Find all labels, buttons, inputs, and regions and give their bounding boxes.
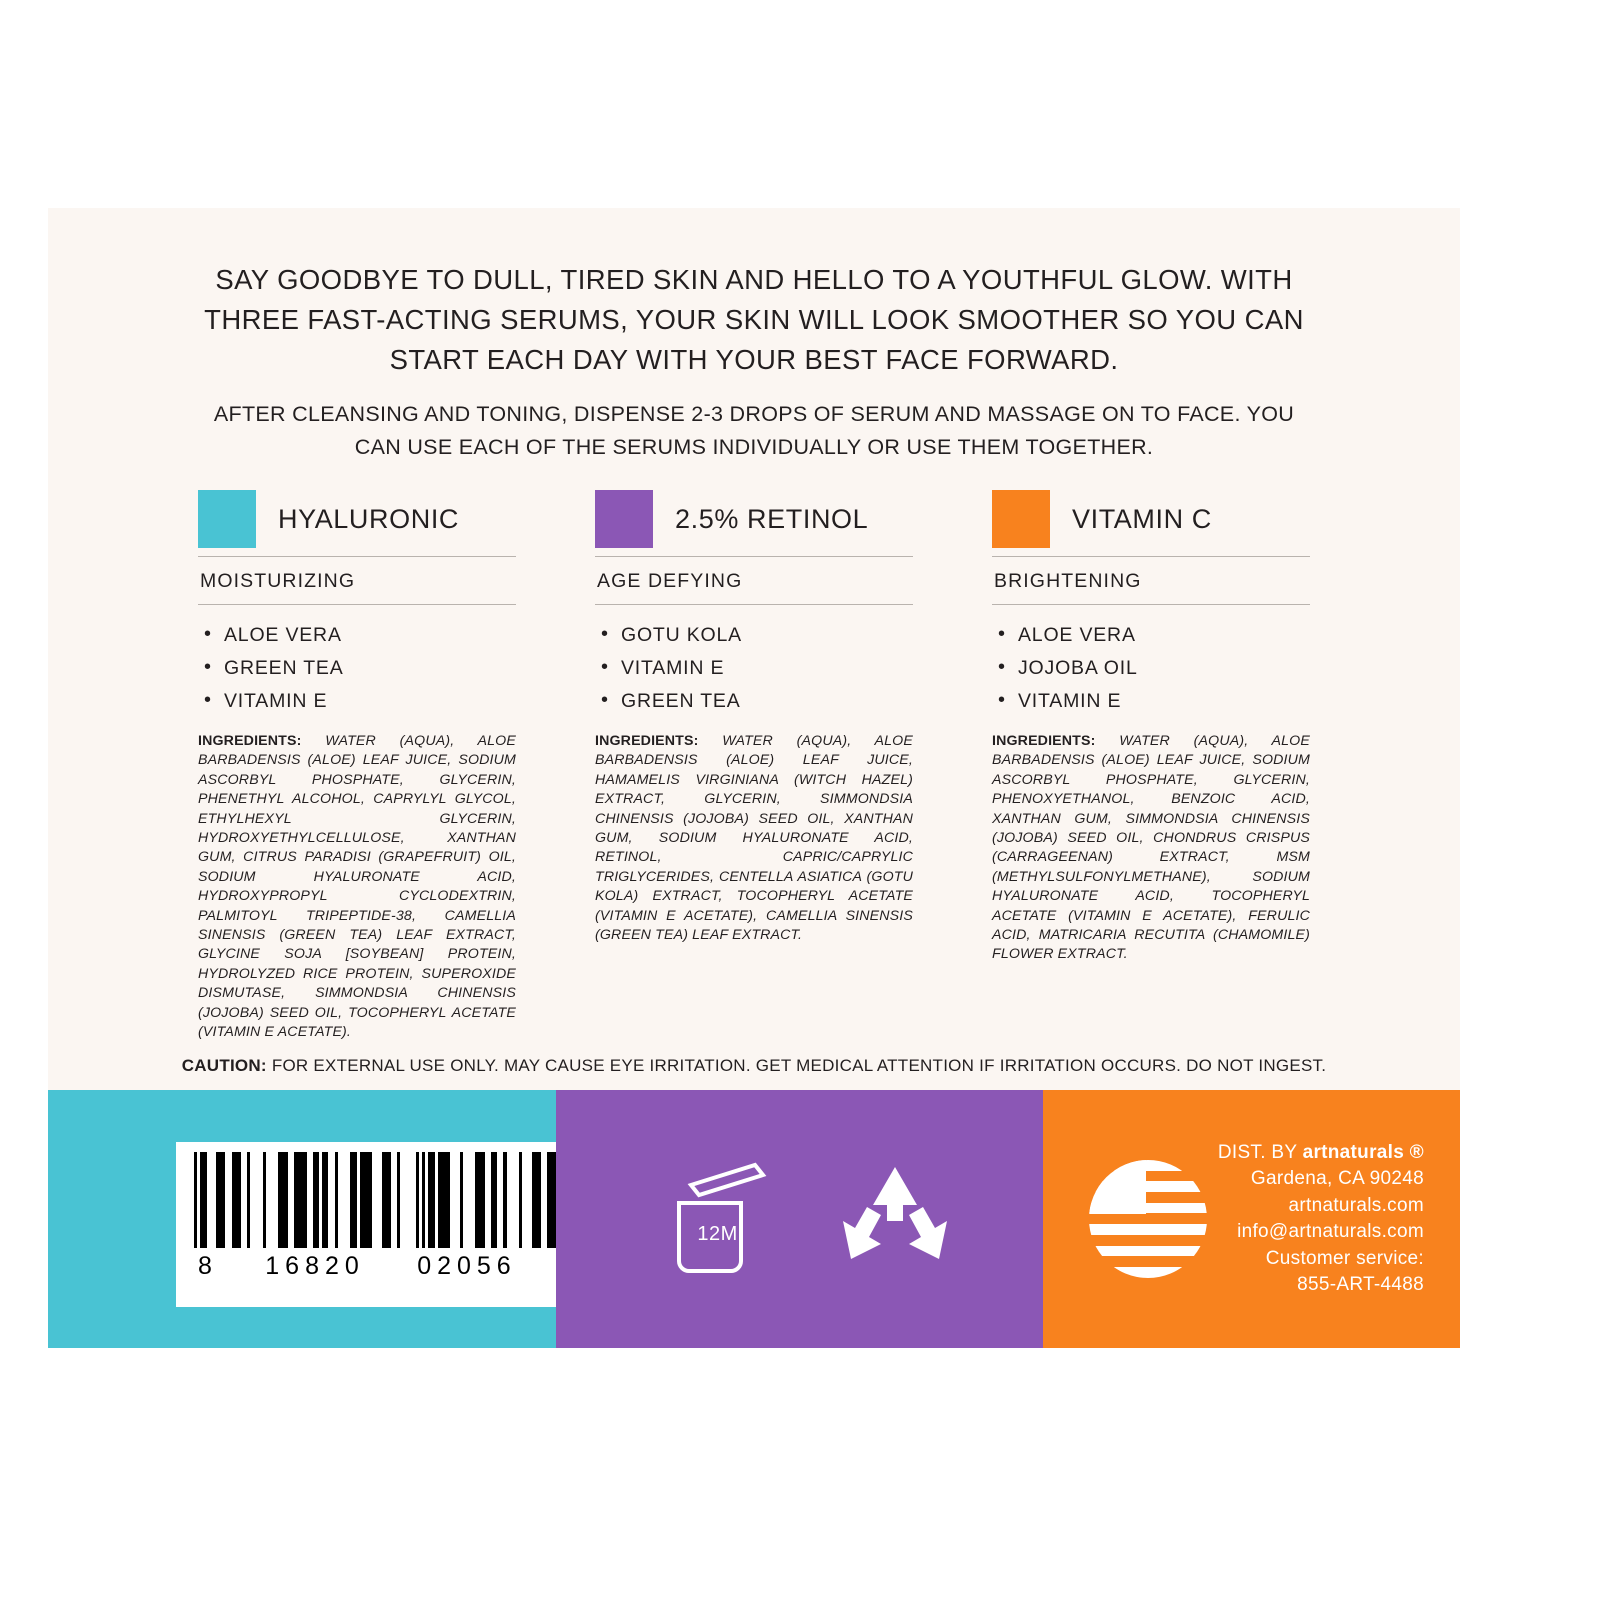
ingredients-text: WATER (AQUA), ALOE BARBADENSIS (ALOE) LEAF JUICE, SODIUM ASCORBYL PHOSPHATE, GLYCERIN, PHENETHYL ALCOHOL, CAPRYLYL GLYCOL, ETHYLHEXYL GLYCERIN, HYDROXYETHYLCELLULOSE, XANTHAN GUM, CITRUS PARADISI (GRAPEFRUIT) OIL, SODIUM HYALURONATE ACID, HYDROXYPROPYL CYCLODEXTRIN, PALMITOYL TRIPEPTIDE-38, CAMELLIA SINENSIS (GREEN TEA) LEAF EXTRACT, GLYCINE SOJA [SOYBEAN] PROTEIN, HYDROLYZED RICE PROTEIN, SUPEROXIDE DISMUTASE, SIMMONDSIA CHINENSIS (JOJOBA) SEED OIL, TOCOPHERYL ACETATE (VITAMIN E ACETATE). — [198, 733, 516, 1041]
column-header — [595, 490, 913, 556]
column-subtitle: AGE DEFYING — [597, 570, 743, 592]
ingredients-label: INGREDIENTS: — [595, 733, 699, 749]
distributor-line-1 — [1218, 1140, 1424, 1167]
ingredients-paragraph — [992, 732, 1310, 965]
product-package-back-panel — [48, 208, 1460, 1348]
color-swatch-vitamin-c — [992, 490, 1050, 548]
barcode-numbers — [188, 1248, 594, 1281]
serum-column-retinol — [595, 490, 913, 1043]
list-item: • VITAMIN E — [224, 685, 516, 718]
serum-columns — [198, 490, 1310, 1043]
distributor-info — [1218, 1140, 1424, 1299]
caution-label: CAUTION: — [181, 1056, 267, 1075]
package-content — [48, 208, 1460, 1043]
flag-canton — [1089, 1160, 1146, 1214]
period-after-opening-icon — [663, 1159, 773, 1279]
ingredients-paragraph — [595, 732, 913, 945]
ingredients-text: WATER (AQUA), ALOE BARBADENSIS (ALOE) LEAF JUICE, HAMAMELIS VIRGINIANA (WITCH HAZEL) EXTRACT, GLYCERIN, SIMMONDSIA CHINENSIS (JOJOBA) SEED OIL, XANTHAN GUM, SODIUM HYALURONATE ACID, RETINOL, CAPRIC/CAPRYLIC TRIGLYCERIDES, CENTELLA ASIATICA (GOTU KOLA) EXTRACT, TOCOPHERYL ACETATE (VITAMIN E ACETATE), CAMELLIA SINENSIS (GREEN TEA) LEAF EXTRACT. — [595, 733, 913, 944]
footer-band-purple — [556, 1090, 1043, 1348]
barcode-left-digit: 8 — [198, 1252, 213, 1280]
list-item: • JOJOBA OIL — [1018, 652, 1310, 685]
divider — [992, 604, 1310, 605]
pao-label: 12M — [697, 1223, 738, 1245]
benefit-list — [198, 619, 516, 718]
directions-text: AFTER CLEANSING AND TONING, DISPENSE 2-3 DROPS OF SERUM AND MASSAGE ON TO FACE. YOU CAN USE EACH OF THE SERUMS INDIVIDUALLY OR USE THEM TOGETHER. — [213, 402, 1295, 459]
distributor-email[interactable]: info@artnaturals.com — [1237, 1221, 1424, 1242]
open-jar-icon — [663, 1159, 773, 1279]
dist-prefix: DIST. BY — [1217, 1141, 1303, 1163]
list-item: • ALOE VERA — [224, 619, 516, 652]
column-header — [198, 490, 516, 556]
symbol-icons — [663, 1159, 957, 1279]
benefit-list — [595, 619, 913, 718]
caution-text — [48, 1056, 1460, 1076]
column-subtitle: BRIGHTENING — [994, 570, 1142, 592]
distributor-address: Gardena, CA 90248 — [1250, 1168, 1424, 1189]
divider — [198, 604, 516, 605]
serum-column-hyaluronic — [198, 490, 516, 1043]
divider — [595, 604, 913, 605]
list-item: • GREEN TEA — [224, 652, 516, 685]
usa-flag-icon — [1089, 1160, 1207, 1278]
brand-name: artnaturals ® — [1302, 1141, 1424, 1163]
customer-service-label: Customer service: — [1265, 1247, 1424, 1269]
column-title: HYALURONIC — [278, 503, 460, 534]
barcode — [176, 1142, 606, 1307]
caution-body: FOR EXTERNAL USE ONLY. MAY CAUSE EYE IRRITATION. GET MEDICAL ATTENTION IF IRRITATION OCCURS. DO NOT INGEST. — [266, 1056, 1327, 1075]
barcode-group-1: 16820 — [265, 1252, 365, 1280]
ingredients-label: INGREDIENTS: — [992, 733, 1096, 749]
distributor-website[interactable]: artnaturals.com — [1288, 1194, 1424, 1216]
barcode-bars — [188, 1152, 594, 1248]
list-item: • GOTU KOLA — [621, 619, 913, 652]
color-swatch-hyaluronic — [198, 490, 256, 548]
column-header — [992, 490, 1310, 556]
list-item: • VITAMIN E — [621, 652, 913, 685]
ingredients-text: WATER (AQUA), ALOE BARBADENSIS (ALOE) LEAF JUICE, SODIUM ASCORBYL PHOSPHATE, GLYCERIN, PHENOXYETHANOL, BENZOIC ACID, XANTHAN GUM, SIMMONDSIA CHINENSIS (JOJOBA) SEED OIL, CHONDRUS CRISPUS (CARRAGEENAN) EXTRACT, MSM (METHYLSULFONYLMETHANE), SODIUM HYALURONATE ACID, TOCOPHERYL ACETATE (VITAMIN E ACETATE), FERULIC ACID, MATRICARIA RECUTITA (CHAMOMILE) FLOWER EXTRACT. — [992, 733, 1310, 963]
headline-text: SAY GOODBYE TO DULL, TIRED SKIN AND HELLO TO A YOUTHFUL GLOW. WITH THREE FAST-ACTING SERUMS, YOUR SKIN WILL LOOK SMOOTHER SO YOU CAN START EACH DAY WITH YOUR BEST FACE FORWARD. — [204, 264, 1304, 375]
column-title: VITAMIN C — [1072, 503, 1212, 534]
list-item: • VITAMIN E — [1018, 685, 1310, 718]
serum-column-vitamin-c — [992, 490, 1310, 1043]
footer-band-cyan — [48, 1090, 556, 1348]
barcode-group-2: 02056 — [417, 1252, 517, 1280]
package-footer — [48, 1090, 1460, 1348]
recycle-icon — [833, 1159, 957, 1279]
list-item: • GREEN TEA — [621, 685, 913, 718]
ingredients-label: INGREDIENTS: — [198, 733, 302, 749]
column-subtitle: MOISTURIZING — [200, 570, 356, 592]
list-item: • ALOE VERA — [1018, 619, 1310, 652]
column-title: 2.5% RETINOL — [675, 503, 869, 534]
benefit-list — [992, 619, 1310, 718]
ingredients-paragraph — [198, 732, 516, 1043]
color-swatch-retinol — [595, 490, 653, 548]
footer-band-orange — [1043, 1090, 1460, 1348]
customer-service-phone[interactable]: 855-ART-4488 — [1297, 1274, 1424, 1295]
